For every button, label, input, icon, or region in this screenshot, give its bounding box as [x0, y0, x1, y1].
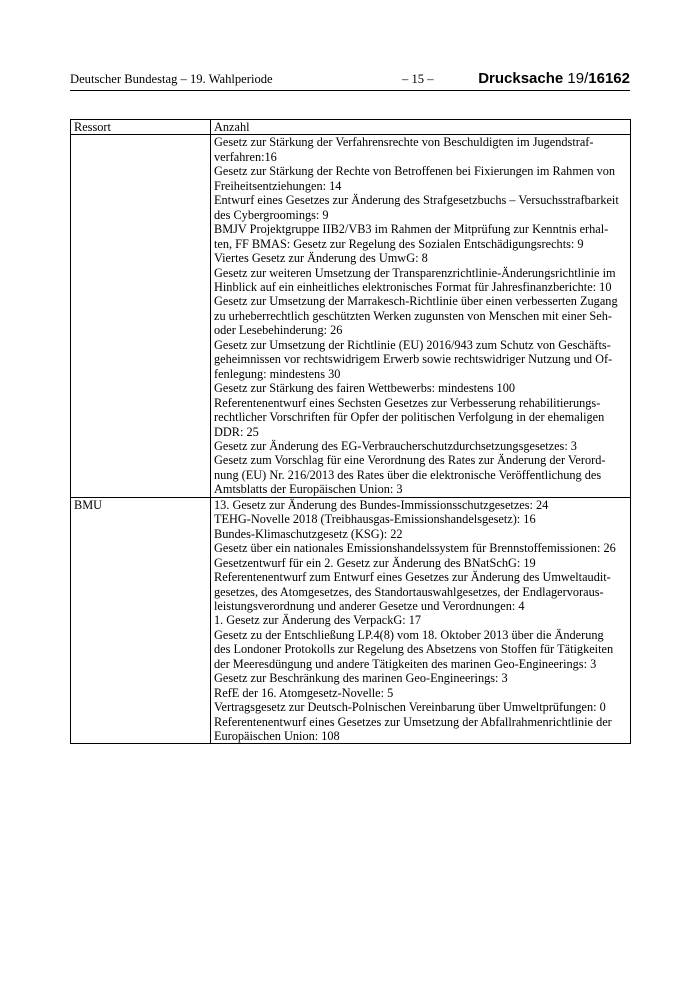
anzahl-line: Gesetz zum Vorschlag für eine Verordnung des Rates zur Änderung der Verord- [214, 453, 606, 468]
anzahl-line: ten, FF BMAS: Gesetz zur Regelung des Sozialen Entschädigungsrechts: 9 [214, 236, 584, 251]
anzahl-line: Gesetz zur Umsetzung der Marrakesch-Richtlinie über einen verbesserten Zugang [214, 294, 618, 309]
anzahl-line: Gesetz zur Stärkung des fairen Wettbewerbs: mindestens 100 [214, 381, 515, 396]
anzahl-line: Entwurf eines Gesetzes zur Änderung des Strafgesetzbuchs – Versuchsstrafbarkeit [214, 193, 619, 208]
column-header-anzahl: Anzahl [211, 120, 631, 135]
anzahl-cell [211, 497, 631, 744]
ressort-cell [71, 135, 211, 497]
anzahl-line: Gesetz zur weiteren Umsetzung der Transparenzrichtlinie-Änderungsrichtlinie im [214, 265, 616, 280]
anzahl-cell [211, 135, 631, 497]
anzahl-line: RefE der 16. Atomgesetz-Novelle: 5 [214, 685, 394, 700]
anzahl-line: Referentenentwurf zum Entwurf eines Gesetzes zur Änderung des Umweltaudit- [214, 570, 611, 585]
anzahl-line: 1. Gesetz zur Änderung des VerpackG: 17 [214, 613, 422, 628]
page-header [70, 72, 630, 90]
document-number [478, 70, 630, 87]
anzahl-line: DDR: 25 [214, 424, 259, 439]
column-header-ressort: Ressort [71, 120, 211, 135]
anzahl-line: des Londoner Protokolls zur Regelung des Absetzens von Stoffen für Tätigkeiten [214, 642, 614, 657]
anzahl-line: BMJV Projektgruppe IIB2/VB3 im Rahmen der Mitprüfung zur Kenntnis erhal- [214, 222, 609, 237]
anzahl-line: Gesetz zur Beschränkung des marinen Geo-Engineerings: 3 [214, 671, 508, 686]
anzahl-line: Gesetz über ein nationales Emissionshandelssystem für Brennstoffemissionen: 26 [214, 541, 616, 556]
table-row [71, 135, 631, 497]
document-number-value: 16162 [588, 70, 630, 87]
anzahl-line: Vertragsgesetz zur Deutsch-Polnischen Vereinbarung über Umweltprüfungen: 0 [214, 700, 606, 715]
page-number: – 15 – [402, 72, 434, 86]
anzahl-line: zu urheberrechtlich geschützten Werken zugunsten von Menschen mit einer Seh- [214, 308, 612, 323]
anzahl-line: Gesetz zur Umsetzung der Richtlinie (EU) 2016/943 zum Schutz von Geschäfts- [214, 337, 611, 352]
header-publication: Deutscher Bundestag – 19. Wahlperiode [70, 72, 273, 86]
anzahl-line: Bundes-Klimaschutzgesetz (KSG): 22 [214, 526, 403, 541]
anzahl-line: leistungsverordnung und anderer Gesetze und Verordnungen: 4 [214, 598, 525, 613]
anzahl-line: rechtlicher Vorschriften für Opfer der politischen Verfolgung in der ehemaligen [214, 410, 605, 425]
anzahl-line: Gesetz zur Stärkung der Rechte von Betroffenen bei Fixierungen im Rahmen von [214, 164, 616, 179]
anzahl-line: fenlegung: mindestens 30 [214, 366, 341, 381]
header-rule [70, 90, 630, 91]
anzahl-line: Referentenentwurf eines Gesetzes zur Umsetzung der Abfallrahmenrichtlinie der [214, 714, 612, 729]
anzahl-line: Amtsblatts der Europäischen Union: 3 [214, 482, 403, 497]
anzahl-line: der Meeresdüngung und andere Tätigkeiten des marinen Geo-Engineerings: 3 [214, 656, 597, 671]
anzahl-line: des Cybergroomings: 9 [214, 207, 329, 222]
anzahl-line: geheimnissen vor rechtswidrigem Erwerb sowie rechtswidriger Nutzung und Of- [214, 352, 613, 367]
table-row [71, 497, 631, 744]
document-number-prefix: 19/ [563, 70, 589, 87]
ressort-table [70, 119, 631, 744]
anzahl-line: TEHG-Novelle 2018 (Treibhausgas-Emissionshandelsgesetz): 16 [214, 512, 536, 527]
anzahl-line: Hinblick auf ein einheitliches elektronisches Format für Jahresfinanzberichte: 10 [214, 279, 612, 294]
ressort-cell: BMU [71, 497, 211, 744]
anzahl-line: Europäischen Union: 108 [214, 729, 340, 744]
anzahl-line: Gesetz zur Änderung des EG-Verbraucherschutzdurchsetzungsgesetzes: 3 [214, 438, 577, 453]
anzahl-line: verfahren:16 [214, 149, 277, 164]
anzahl-line: Referentenentwurf eines Sechsten Gesetzes zur Verbesserung rehabilitierungs- [214, 395, 601, 410]
anzahl-line: gesetzes, des Atomgesetzes, des Standortauswahlgesetzes, der Endlagervoraus- [214, 584, 604, 599]
anzahl-line: Gesetzentwurf für ein 2. Gesetz zur Änderung des BNatSchG: 19 [214, 555, 536, 570]
anzahl-line: Gesetz zur Stärkung der Verfahrensrechte von Beschuldigten im Jugendstraf- [214, 135, 594, 150]
anzahl-line: Viertes Gesetz zur Änderung des UmwG: 8 [214, 251, 428, 266]
anzahl-line: Gesetz zu der Entschließung LP.4(8) vom 18. Oktober 2013 über die Änderung [214, 627, 604, 642]
anzahl-line: Freiheitsentziehungen: 14 [214, 178, 342, 193]
document-label: Drucksache [478, 70, 564, 87]
anzahl-line: 13. Gesetz zur Änderung des Bundes-Immissionsschutzgesetzes: 24 [214, 497, 549, 512]
table-header-row [71, 120, 631, 135]
anzahl-line: nung (EU) Nr. 216/2013 des Rates über die elektronische Veröffentlichung des [214, 467, 602, 482]
anzahl-line: oder Lesebehinderung: 26 [214, 323, 343, 338]
